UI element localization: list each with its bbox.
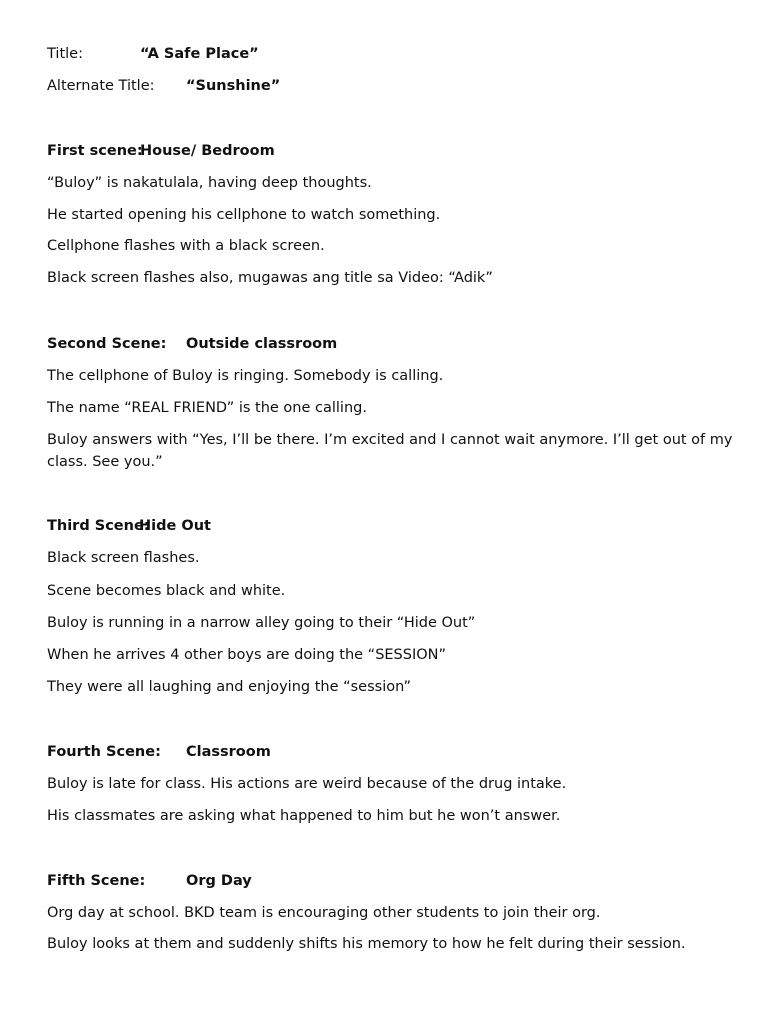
scene-text-line: His classmates are asking what happened to him but he won’t answer.	[47, 808, 561, 824]
scene-label: Fifth Scene:	[47, 873, 146, 889]
scene-text-line: Black screen flashes also, mugawas ang title sa Video: “Adik”	[47, 270, 493, 286]
scene-text-line: Cellphone flashes with a black screen.	[47, 238, 325, 254]
scene-heading-4	[47, 742, 737, 762]
scene-text-line: Black screen flashes.	[47, 550, 200, 566]
scene-text-line: The cellphone of Buloy is ringing. Somebody is calling.	[47, 368, 444, 384]
alternate-title-line	[47, 76, 737, 96]
scene-location: House/ Bedroom	[140, 143, 275, 159]
scene-heading-3	[47, 516, 737, 536]
scene-text-line: Scene becomes black and white.	[47, 583, 286, 599]
scene-text-line: Buloy looks at them and suddenly shifts his memory to how he felt during their session.	[47, 936, 686, 952]
scene-label: Third Scene:	[47, 518, 150, 534]
scene-label: Fourth Scene:	[47, 744, 161, 760]
title-value: “A Safe Place”	[140, 46, 259, 62]
alternate-title-value: “Sunshine”	[186, 78, 281, 94]
scene-location: Hide Out	[139, 518, 211, 534]
scene-heading-2	[47, 334, 737, 354]
scene-label: First scene:	[47, 143, 143, 159]
scene-heading-5	[47, 871, 737, 891]
scene-text-line: When he arrives 4 other boys are doing the “SESSION”	[47, 647, 447, 663]
scene-text-line: He started opening his cellphone to watch something.	[47, 207, 441, 223]
scene-text-line: The name “REAL FRIEND” is the one calling.	[47, 400, 367, 416]
scene-text-paragraph: Buloy answers with “Yes, I’ll be there. I’m excited and I cannot wait anymore. I’ll get out of my class. See you.”	[47, 432, 733, 470]
scene-text-line: Buloy is running in a narrow alley going to their “Hide Out”	[47, 615, 476, 631]
scene-heading-1	[47, 141, 737, 161]
scene-location: Classroom	[186, 744, 271, 760]
scene-text-line: “Buloy” is nakatulala, having deep thoughts.	[47, 175, 372, 191]
scene-label: Second Scene:	[47, 336, 167, 352]
scene-text-line: Buloy is late for class. His actions are weird because of the drug intake.	[47, 776, 567, 792]
scene-text-line: They were all laughing and enjoying the “session”	[47, 679, 412, 695]
alternate-title-label: Alternate Title:	[47, 78, 155, 94]
title-line	[47, 44, 737, 64]
title-label: Title:	[47, 46, 83, 62]
scene-text-line: Org day at school. BKD team is encouraging other students to join their org.	[47, 905, 601, 921]
scene-location: Outside classroom	[186, 336, 338, 352]
scene-location: Org Day	[186, 873, 252, 889]
